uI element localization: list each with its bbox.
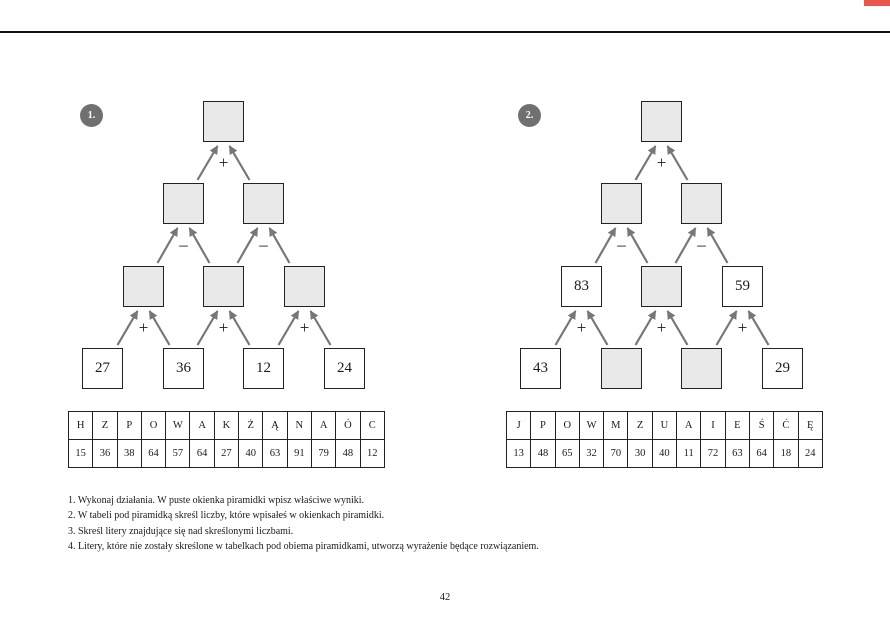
arrow <box>230 311 250 345</box>
numbers-row <box>69 440 385 468</box>
letter-cell[interactable]: W <box>579 412 603 440</box>
pyramid-box[interactable] <box>601 183 642 224</box>
arrow <box>150 311 170 345</box>
letter-cell[interactable]: Ś <box>749 412 773 440</box>
letter-cell[interactable]: N <box>287 412 311 440</box>
operator-sign: – <box>697 235 706 254</box>
pyramid-box[interactable]: 24 <box>324 348 365 389</box>
letter-cell[interactable]: A <box>190 412 214 440</box>
number-cell[interactable]: 12 <box>360 440 384 468</box>
pyramid-box[interactable] <box>243 183 284 224</box>
arrow <box>198 146 218 180</box>
letter-cell[interactable]: E <box>725 412 749 440</box>
pyramid-box[interactable] <box>641 266 682 307</box>
letter-cell[interactable]: I <box>701 412 725 440</box>
arrow <box>708 228 728 263</box>
letter-cell[interactable]: O <box>141 412 165 440</box>
number-cell[interactable]: 40 <box>652 440 676 468</box>
instruction-1: 1. Wykonaj działania. W puste okienka piramidki wpisz właściwe wyniki. <box>68 495 365 506</box>
page-number: 42 <box>439 592 451 603</box>
letter-cell[interactable]: Z <box>93 412 117 440</box>
letter-cell[interactable]: M <box>604 412 628 440</box>
arrow <box>676 228 696 263</box>
letter-cell[interactable]: J <box>507 412 531 440</box>
letter-cell[interactable]: P <box>117 412 141 440</box>
header-rule <box>0 31 890 33</box>
corner-tab <box>864 0 890 6</box>
number-cell[interactable]: 18 <box>774 440 798 468</box>
operator-sign: + <box>299 318 310 337</box>
puzzle-badge: 1. <box>80 104 103 127</box>
arrow <box>118 311 138 345</box>
pyramid-box[interactable] <box>203 266 244 307</box>
number-cell[interactable]: 65 <box>555 440 579 468</box>
number-cell[interactable]: 30 <box>628 440 652 468</box>
instruction-4: 4. Litery, które nie zostały skreślone w tabelkach pod obiema piramidkami, utworzą wyrażenie będące rozwiązaniem. <box>68 541 539 553</box>
number-cell[interactable]: 38 <box>117 440 141 468</box>
letter-cell[interactable]: W <box>166 412 190 440</box>
number-cell[interactable]: 32 <box>579 440 603 468</box>
number-cell[interactable]: 27 <box>214 440 238 468</box>
operator-sign: – <box>259 235 268 254</box>
pyramid-box[interactable]: 36 <box>163 348 204 389</box>
pyramid-box[interactable]: 29 <box>762 348 803 389</box>
letter-cell[interactable]: Ę <box>798 412 822 440</box>
letter-cell[interactable]: Z <box>628 412 652 440</box>
letter-cell[interactable]: O <box>555 412 579 440</box>
letter-cell[interactable]: U <box>652 412 676 440</box>
number-cell[interactable]: 24 <box>798 440 822 468</box>
pyramid-box[interactable] <box>641 101 682 142</box>
instruction-2: 2. W tabeli pod piramidką skreśl liczby, które wpisałeś w okienkach piramidki. <box>68 510 385 522</box>
letter-cell[interactable]: Ą <box>263 412 287 440</box>
letter-cell[interactable]: C <box>360 412 384 440</box>
letter-key-table <box>506 411 823 468</box>
instruction-3: 3. Skreśl litery znajdujące się nad skreślonymi liczbami. <box>68 525 294 537</box>
operator-sign: – <box>617 235 626 254</box>
arrow <box>279 311 299 345</box>
operator-sign: + <box>218 153 229 172</box>
arrow <box>198 311 218 345</box>
number-cell[interactable]: 36 <box>93 440 117 468</box>
number-cell[interactable]: 13 <box>507 440 531 468</box>
pyramid-box[interactable] <box>601 348 642 389</box>
operator-sign: + <box>737 318 748 337</box>
number-cell[interactable]: 79 <box>311 440 335 468</box>
number-cell[interactable]: 48 <box>531 440 555 468</box>
arrow <box>628 228 648 263</box>
arrow <box>636 311 656 345</box>
number-cell[interactable]: 63 <box>263 440 287 468</box>
number-cell[interactable]: 40 <box>239 440 263 468</box>
number-cell[interactable]: 63 <box>725 440 749 468</box>
arrow <box>556 311 576 345</box>
operator-sign: – <box>179 235 188 254</box>
arrow <box>717 311 737 345</box>
letter-key-table <box>68 411 385 468</box>
arrow <box>749 311 769 345</box>
pyramid-box[interactable]: 27 <box>82 348 123 389</box>
operator-sign: + <box>576 318 587 337</box>
operator-sign: + <box>656 153 667 172</box>
operator-sign: + <box>656 318 667 337</box>
number-cell[interactable]: 11 <box>677 440 701 468</box>
number-cell[interactable]: 64 <box>749 440 773 468</box>
letters-row <box>507 412 823 440</box>
number-cell[interactable]: 64 <box>141 440 165 468</box>
pyramid-box[interactable] <box>681 348 722 389</box>
number-cell[interactable]: 91 <box>287 440 311 468</box>
arrow <box>270 228 290 263</box>
letter-cell[interactable]: K <box>214 412 238 440</box>
arrow <box>636 146 656 180</box>
arrow <box>668 146 688 180</box>
pyramid-box[interactable] <box>123 266 164 307</box>
number-cell[interactable]: 64 <box>190 440 214 468</box>
arrow <box>668 311 688 345</box>
number-cell[interactable]: 15 <box>69 440 93 468</box>
numbers-row <box>507 440 823 468</box>
pyramid-box[interactable] <box>203 101 244 142</box>
letter-cell[interactable]: A <box>311 412 335 440</box>
arrow <box>238 228 258 263</box>
arrow <box>596 228 616 263</box>
operator-sign: + <box>138 318 149 337</box>
operator-sign: + <box>218 318 229 337</box>
letters-row <box>69 412 385 440</box>
arrow <box>190 228 210 263</box>
pyramid-box[interactable]: 12 <box>243 348 284 389</box>
letter-cell[interactable]: P <box>531 412 555 440</box>
letter-cell[interactable]: H <box>69 412 93 440</box>
letter-cell[interactable]: Ć <box>774 412 798 440</box>
letter-cell[interactable]: Ż <box>239 412 263 440</box>
pyramid-box[interactable]: 43 <box>520 348 561 389</box>
pyramid-box[interactable] <box>284 266 325 307</box>
instructions <box>68 493 848 555</box>
arrow <box>230 146 250 180</box>
pyramid-box[interactable] <box>681 183 722 224</box>
number-cell[interactable]: 70 <box>604 440 628 468</box>
arrow <box>311 311 331 345</box>
letter-cell[interactable]: Ó <box>336 412 360 440</box>
pyramid-box[interactable]: 83 <box>561 266 602 307</box>
number-cell[interactable]: 72 <box>701 440 725 468</box>
arrow <box>588 311 608 345</box>
number-cell[interactable]: 48 <box>336 440 360 468</box>
puzzle-badge: 2. <box>518 104 541 127</box>
arrow <box>158 228 178 263</box>
pyramid-box[interactable]: 59 <box>722 266 763 307</box>
letter-cell[interactable]: A <box>677 412 701 440</box>
pyramid-box[interactable] <box>163 183 204 224</box>
number-cell[interactable]: 57 <box>166 440 190 468</box>
